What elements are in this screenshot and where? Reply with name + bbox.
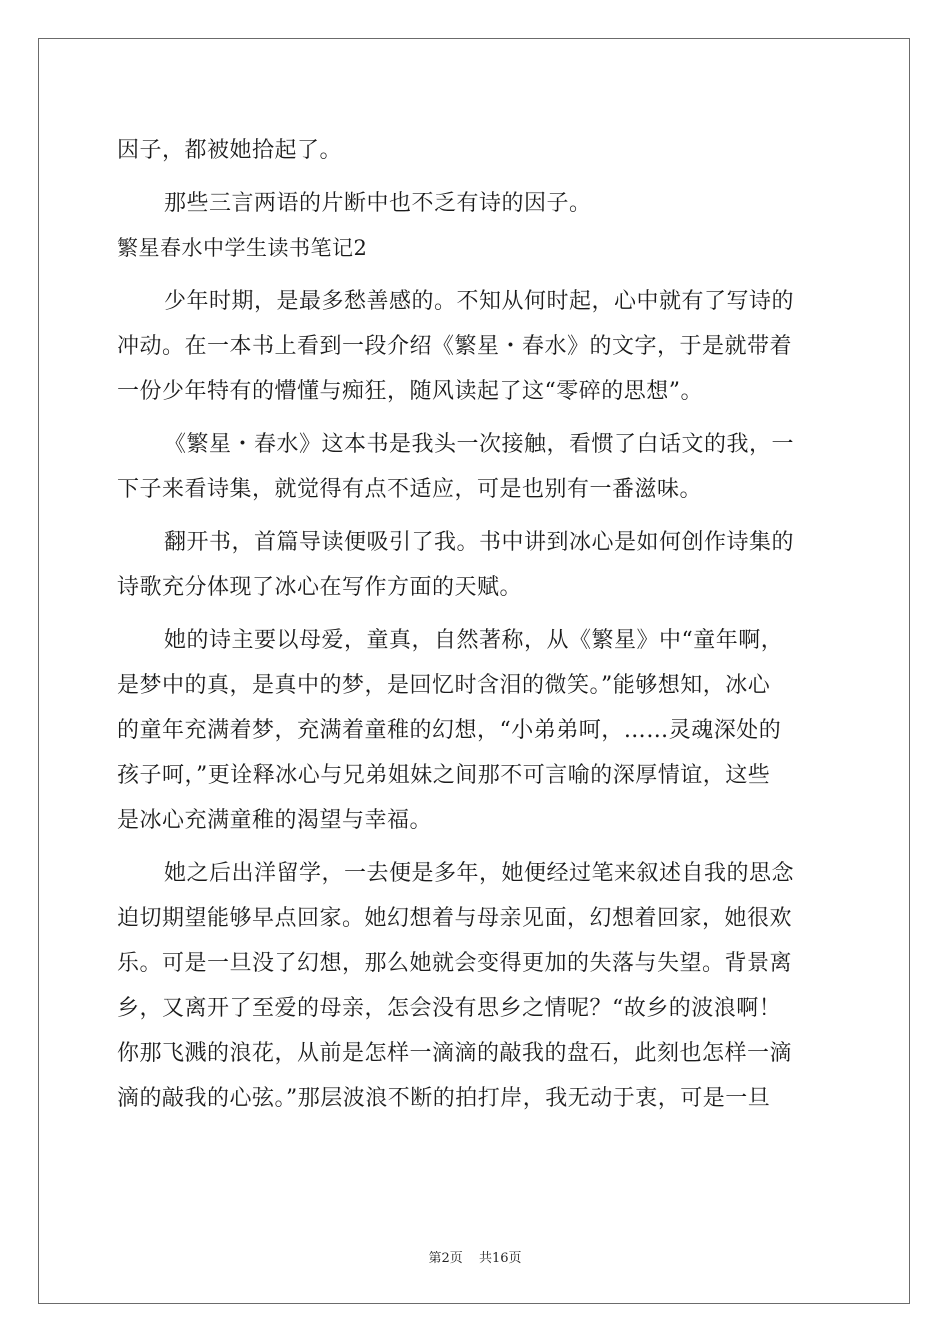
text-line: 她之后出洋留学，一去便是多年，她便经过笔来叙述自我的思念 <box>164 861 795 886</box>
text-line: 迫切期望能够早点回家。她幻想着与母亲见面，幻想着回家，她很欢 <box>117 906 793 931</box>
page-total: 共16页 <box>478 1251 522 1266</box>
text-line: 是梦中的真，是真中的梦，是回忆时含泪的微笑。”能够想知，冰心 <box>117 673 771 698</box>
text-line: 那些三言两语的片断中也不乏有诗的因子。 <box>164 191 592 216</box>
text-line: 《繁星・春水》这本书是我头一次接触，看惯了白话文的我，一 <box>164 432 795 457</box>
text-line: 乐。可是一旦没了幻想，那么她就会变得更加的失落与失望。背景离 <box>117 951 793 976</box>
document-body <box>117 128 833 1121</box>
page-footer <box>0 1247 950 1266</box>
text-line: 冲动。在一本书上看到一段介绍《繁星・春水》的文字，于是就带着 <box>117 334 793 359</box>
text-line: 因子，都被她拾起了。 <box>117 138 343 163</box>
text-line: 一份少年特有的懵懂与痴狂，随风读起了这“零碎的思想”。 <box>117 379 703 404</box>
text-line: 是冰心充满童稚的渴望与幸福。 <box>117 808 433 833</box>
page-number: 第2页 <box>428 1251 463 1266</box>
text-line: 孩子呵，”更诠释冰心与兄弟姐妹之间那不可言喻的深厚情谊，这些 <box>117 763 771 788</box>
text-line: 翻开书，首篇导读便吸引了我。书中讲到冰心是如何创作诗集的 <box>164 530 795 555</box>
text-line: 的童年充满着梦，充满着童稚的幻想，“小弟弟呵，……灵魂深处的 <box>117 718 782 743</box>
text-line: 滴的敲我的心弦。”那层波浪不断的拍打岸，我无动于衷，可是一旦 <box>117 1086 771 1111</box>
text-line: 乡，又离开了至爱的母亲，怎会没有思乡之情呢？“故乡的波浪啊！ <box>117 996 782 1021</box>
section-heading: 繁星春水中学生读书笔记2 <box>117 236 368 260</box>
text-line: 你那飞溅的浪花，从前是怎样一滴滴的敲我的盘石，此刻也怎样一滴 <box>117 1041 793 1066</box>
text-line: 诗歌充分体现了冰心在写作方面的天赋。 <box>117 575 523 600</box>
text-line: 少年时期，是最多愁善感的。不知从何时起，心中就有了写诗的 <box>164 289 795 314</box>
text-line: 她的诗主要以母爱，童真，自然著称，从《繁星》中“童年啊， <box>164 628 784 653</box>
text-line: 下子来看诗集，就觉得有点不适应，可是也别有一番滋味。 <box>117 477 703 502</box>
